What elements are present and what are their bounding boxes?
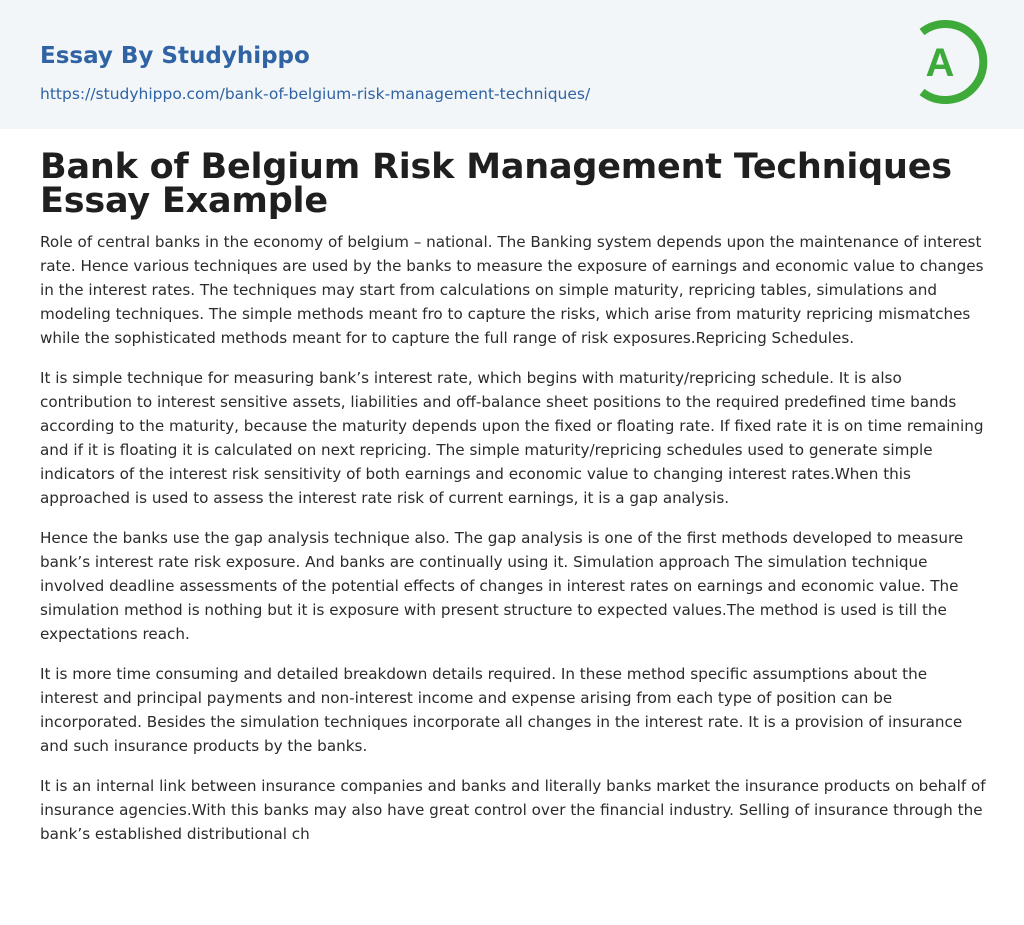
article-paragraph-5: It is an internal link between insurance companies and banks and literally banks market the insurance products on behalf of insurance agencies.With this banks may also have great control over the financial industry. Selling of insurance through the bank’s established distributional ch xyxy=(40,777,986,843)
article-paragraph-2: It is simple technique for measuring bank’s interest rate, which begins with maturity/repricing schedule. It is also contribution to interest sensitive assets, liabilities and off-balance sheet positions to the required predefined time bands according to the maturity, because the maturity depends upon the fixed or floating rate. If fixed rate it is on time remaining and if it is floating it is calculated on next repricing. The simple maturity/repricing schedules used to generate simple indicators of the interest risk sensitivity of both earnings and economic value to changing interest rates.When this approached is used to assess the interest rate risk of current earnings, it is a gap analysis. xyxy=(40,369,984,507)
logo-a-icon[interactable] xyxy=(910,18,988,106)
brand-title[interactable]: Essay By Studyhippo xyxy=(40,43,310,69)
logo-letter: A xyxy=(925,41,955,85)
article-title: Bank of Belgium Risk Management Techniques Essay Example xyxy=(40,147,952,221)
article-paragraph-4: It is more time consuming and detailed breakdown details required. In these method specific assumptions about the interest and principal payments and non-interest income and expense arising from each type of position can be incorporated. Besides the simulation techniques incorporate all changes in the interest rate. It is a provision of insurance and such insurance products by the banks. xyxy=(40,665,963,755)
site-header xyxy=(0,0,1024,129)
page-url-link[interactable]: https://studyhippo.com/bank-of-belgium-risk-management-techniques/ xyxy=(40,85,591,103)
article-paragraph-3: Hence the banks use the gap analysis technique also. The gap analysis is one of the first methods developed to measure bank’s interest rate risk exposure. And banks are continually using it. Simulation approach The simulation technique involved deadline assessments of the potential effects of changes in interest rates on earnings and economic value. The simulation method is nothing but it is exposure with present structure to expected values.The method is used is till the expectations reach. xyxy=(40,529,964,643)
article xyxy=(40,147,986,846)
article-paragraph-1: Role of central banks in the economy of belgium – national. The Banking system depends upon the maintenance of interest rate. Hence various techniques are used by the banks to measure the exposure of earnings and economic value to changes in the interest rates. The techniques may start from calculations on simple maturity, repricing tables, simulations and modeling techniques. The simple methods meant fro to capture the risks, which arise from maturity repricing mismatches while the sophisticated methods meant for to capture the full range of risk exposures.Repricing Schedules. xyxy=(40,233,984,347)
